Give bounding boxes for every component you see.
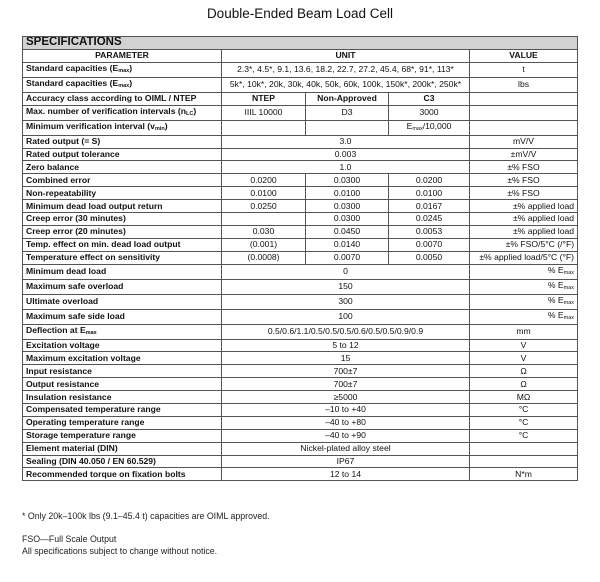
- param-cell: Standard capacities (Emax): [23, 62, 222, 77]
- param-cell: Input resistance: [23, 365, 222, 378]
- value-cell: °C: [470, 404, 578, 417]
- unit-cell: 100: [222, 309, 470, 324]
- c3-cell: 0.0070: [389, 238, 470, 251]
- unit-cell: –10 to +40: [222, 404, 470, 417]
- unit-cell: 5k*, 10k*, 20k, 30k, 40k, 50k, 60k, 100k, 150k*, 200k*, 250k*: [222, 77, 470, 92]
- unit-cell: –40 to +80: [222, 416, 470, 429]
- non-approved-header: Non-Approved: [306, 92, 389, 105]
- non-approved-cell: 0.0300: [306, 213, 389, 226]
- value-cell: ±% FSO: [470, 187, 578, 200]
- unit-cell: ≥5000: [222, 391, 470, 404]
- ntep-cell: [222, 213, 306, 226]
- table-row-recommended-torque: [23, 468, 578, 481]
- unit-cell: 700±7: [222, 365, 470, 378]
- unit-cell: –40 to +90: [222, 429, 470, 442]
- value-cell: ±% applied load: [470, 225, 578, 238]
- value-cell: % Emax: [470, 264, 578, 279]
- param-cell: Creep error (30 minutes): [23, 213, 222, 226]
- c3-cell: 0.0245: [389, 213, 470, 226]
- c3-cell: 0.0053: [389, 225, 470, 238]
- c3-cell: 0.0200: [389, 174, 470, 187]
- value-cell: ±% applied load: [470, 213, 578, 226]
- table-row-combined-error: [23, 174, 578, 187]
- value-cell: [470, 105, 578, 120]
- table-row-max-safe-overload: [23, 279, 578, 294]
- table-row-output-resistance: [23, 378, 578, 391]
- unit-cell: 0.003: [222, 148, 470, 161]
- value-cell: Ω: [470, 365, 578, 378]
- value-cell: mV/V: [470, 135, 578, 148]
- param-cell: Max. number of verification intervals (nLC): [23, 105, 222, 120]
- param-cell: Maximum safe overload: [23, 279, 222, 294]
- non-approved-cell: 0.0450: [306, 225, 389, 238]
- ntep-cell: 0.0200: [222, 174, 306, 187]
- table-row-max-safe-side-load: [23, 309, 578, 324]
- table-row-zero-balance: [23, 161, 578, 174]
- param-cell: Operating temperature range: [23, 416, 222, 429]
- non-approved-cell: 0.0140: [306, 238, 389, 251]
- table-row-rated-output: [23, 135, 578, 148]
- table-row-accuracy-class: [23, 92, 578, 105]
- param-cell: Recommended torque on fixation bolts: [23, 468, 222, 481]
- param-cell: Creep error (20 minutes): [23, 225, 222, 238]
- param-cell: Zero balance: [23, 161, 222, 174]
- non-approved-cell: [306, 120, 389, 135]
- param-cell: Output resistance: [23, 378, 222, 391]
- param-cell: Combined error: [23, 174, 222, 187]
- non-approved-cell: D3: [306, 105, 389, 120]
- unit-header: UNIT: [222, 49, 470, 62]
- table-row-rated-output-tolerance: [23, 148, 578, 161]
- unit-cell: 300: [222, 294, 470, 309]
- param-cell: Temperature effect on sensitivity: [23, 251, 222, 264]
- unit-cell: 2.3*, 4.5*, 9.1, 13.6, 18.2, 22.7, 27.2, 45.4, 68*, 91*, 113*: [222, 62, 470, 77]
- table-row-deflection: [23, 324, 578, 339]
- value-cell: ±mV/V: [470, 148, 578, 161]
- param-cell: Accuracy class according to OIML / NTEP: [23, 92, 222, 105]
- section-header-row: [23, 37, 578, 50]
- value-cell: °C: [470, 429, 578, 442]
- table-row-temp-effect-sensitivity: [23, 251, 578, 264]
- unit-cell: 0: [222, 264, 470, 279]
- unit-cell: Nickel-plated alloy steel: [222, 442, 470, 455]
- value-cell: V: [470, 352, 578, 365]
- ntep-cell: IIIL 10000: [222, 105, 306, 120]
- table-row-creep-20: [23, 225, 578, 238]
- value-cell: ±% FSO: [470, 174, 578, 187]
- table-row-element-material: [23, 442, 578, 455]
- param-cell: Minimum dead load output return: [23, 200, 222, 213]
- c3-cell: Emax/10,000: [389, 120, 470, 135]
- table-row-capacities-imperial: [23, 77, 578, 92]
- c3-cell: 0.0100: [389, 187, 470, 200]
- non-approved-cell: 0.0300: [306, 174, 389, 187]
- param-cell: Excitation voltage: [23, 339, 222, 352]
- param-cell: Ultimate overload: [23, 294, 222, 309]
- table-row-creep-30: [23, 213, 578, 226]
- value-cell: ±% FSO/5°C (/°F): [470, 238, 578, 251]
- value-cell: V: [470, 339, 578, 352]
- value-cell: N*m: [470, 468, 578, 481]
- value-cell: lbs: [470, 77, 578, 92]
- table-row-ultimate-overload: [23, 294, 578, 309]
- value-cell: % Emax: [470, 279, 578, 294]
- param-cell: Non-repeatability: [23, 187, 222, 200]
- unit-cell: 15: [222, 352, 470, 365]
- table-row-non-repeatability: [23, 187, 578, 200]
- value-cell: [470, 442, 578, 455]
- table-row-sealing: [23, 455, 578, 468]
- table-row-max-excitation-voltage: [23, 352, 578, 365]
- ntep-cell: (0.0008): [222, 251, 306, 264]
- specifications-table: [22, 36, 578, 481]
- approval-note: * Only 20k–100k lbs (9.1–45.4 t) capacities are OIML approved.: [22, 511, 270, 521]
- value-cell: Ω: [470, 378, 578, 391]
- table-row-operating-temp-range: [23, 416, 578, 429]
- param-cell: Standard capacities (Emax): [23, 77, 222, 92]
- ntep-cell: (0.001): [222, 238, 306, 251]
- param-cell: Maximum safe side load: [23, 309, 222, 324]
- unit-cell: IP67: [222, 455, 470, 468]
- non-approved-cell: 0.0070: [306, 251, 389, 264]
- param-cell: Compensated temperature range: [23, 404, 222, 417]
- parameter-header: PARAMETER: [23, 49, 222, 62]
- value-header: VALUE: [470, 49, 578, 62]
- table-row-capacities-metric: [23, 62, 578, 77]
- param-cell: Maximum excitation voltage: [23, 352, 222, 365]
- param-cell: Minimum dead load: [23, 264, 222, 279]
- param-cell: Insulation resistance: [23, 391, 222, 404]
- value-cell: ±% FSO: [470, 161, 578, 174]
- param-cell: Deflection at Emax: [23, 324, 222, 339]
- c3-header: C3: [389, 92, 470, 105]
- value-cell: ±% applied load: [470, 200, 578, 213]
- value-cell: % Emax: [470, 294, 578, 309]
- table-row-min-interval: [23, 120, 578, 135]
- param-cell: Rated output tolerance: [23, 148, 222, 161]
- ntep-cell: [222, 120, 306, 135]
- ntep-cell: 0.030: [222, 225, 306, 238]
- param-cell: Element material (DIN): [23, 442, 222, 455]
- document-title: Double-Ended Beam Load Cell: [206, 6, 394, 21]
- change-note: All specifications subject to change without notice.: [22, 546, 218, 556]
- table-row-input-resistance: [23, 365, 578, 378]
- table-row-storage-temp-range: [23, 429, 578, 442]
- value-cell: % Emax: [470, 309, 578, 324]
- unit-cell: 5 to 12: [222, 339, 470, 352]
- unit-cell: 150: [222, 279, 470, 294]
- unit-cell: 700±7: [222, 378, 470, 391]
- value-cell: °C: [470, 416, 578, 429]
- unit-cell: 12 to 14: [222, 468, 470, 481]
- table-row-excitation-voltage: [23, 339, 578, 352]
- section-title: SPECIFICATIONS: [23, 37, 578, 50]
- param-cell: Sealing (DIN 40.050 / EN 60.529): [23, 455, 222, 468]
- column-header-row: [23, 49, 578, 62]
- value-cell: t: [470, 62, 578, 77]
- value-cell: ±% applied load/5°C (°F): [470, 251, 578, 264]
- table-row-min-dead-load: [23, 264, 578, 279]
- table-row-temp-effect-dead-load: [23, 238, 578, 251]
- non-approved-cell: 0.0300: [306, 200, 389, 213]
- param-cell: Storage temperature range: [23, 429, 222, 442]
- fso-note: FSO—Full Scale Output: [22, 534, 117, 544]
- value-cell: [470, 92, 578, 105]
- non-approved-cell: 0.0100: [306, 187, 389, 200]
- param-cell: Rated output (= S): [23, 135, 222, 148]
- value-cell: MΩ: [470, 391, 578, 404]
- value-cell: [470, 120, 578, 135]
- c3-cell: 0.0167: [389, 200, 470, 213]
- unit-cell: 3.0: [222, 135, 470, 148]
- table-row-compensated-temp-range: [23, 404, 578, 417]
- unit-cell: 0.5/0.6/1.1/0.5/0.5/0.5/0.6/0.5/0.5/0.9/0.9: [222, 324, 470, 339]
- table-row-min-dead-load-return: [23, 200, 578, 213]
- ntep-header: NTEP: [222, 92, 306, 105]
- param-cell: Minimum verification interval (vmin): [23, 120, 222, 135]
- unit-cell: 1.0: [222, 161, 470, 174]
- ntep-cell: 0.0250: [222, 200, 306, 213]
- table-row-insulation-resistance: [23, 391, 578, 404]
- ntep-cell: 0.0100: [222, 187, 306, 200]
- c3-cell: 0.0050: [389, 251, 470, 264]
- param-cell: Temp. effect on min. dead load output: [23, 238, 222, 251]
- value-cell: [470, 455, 578, 468]
- value-cell: mm: [470, 324, 578, 339]
- table-row-max-intervals: [23, 105, 578, 120]
- c3-cell: 3000: [389, 105, 470, 120]
